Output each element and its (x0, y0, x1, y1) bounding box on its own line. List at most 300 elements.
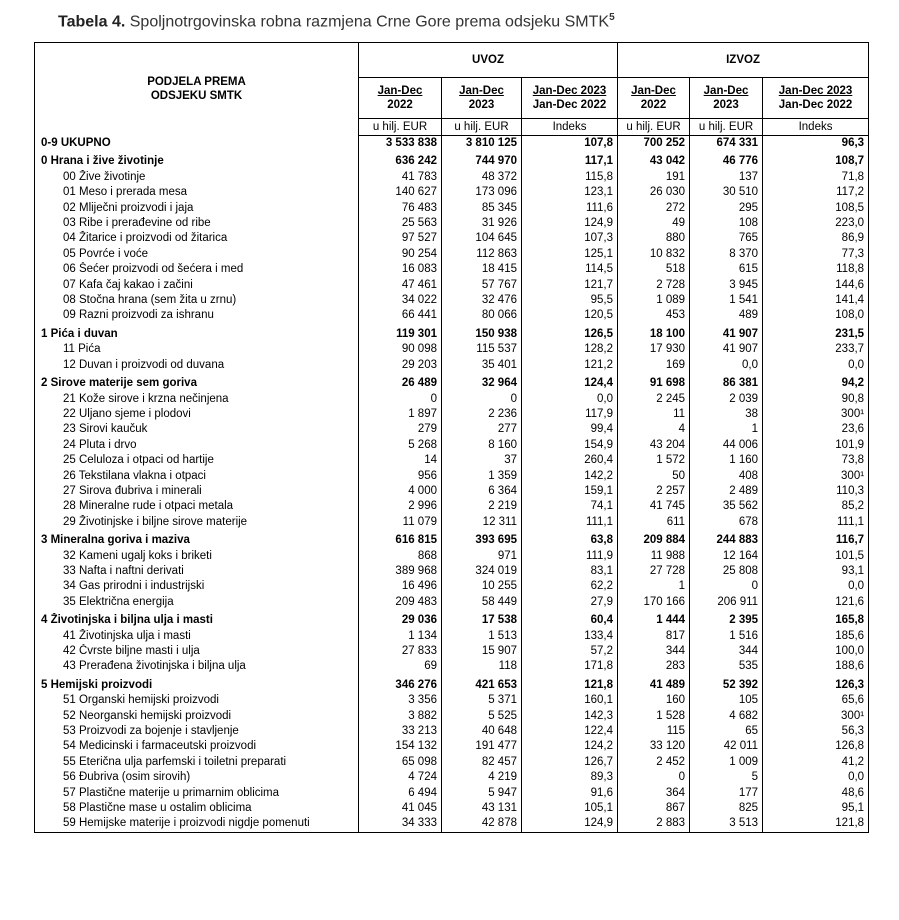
value-cell: 0,0 (522, 392, 618, 407)
value-cell: 121,6 (763, 595, 869, 610)
value-cell: 0,0 (763, 579, 869, 594)
value-cell: 117,1 (522, 154, 618, 169)
uvoz-col-2022 (359, 78, 442, 119)
row-label: 01 Meso i prerada mesa (35, 185, 359, 200)
value-cell: 44 006 (690, 438, 763, 453)
table-row (35, 629, 869, 644)
row-label: 08 Stočna hrana (sem žita u zrnu) (35, 293, 359, 308)
row-label: 3 Mineralna goriva i maziva (35, 533, 359, 548)
izvoz-col-index (763, 78, 869, 119)
value-cell: 3 513 (690, 816, 763, 832)
value-cell: 57,2 (522, 644, 618, 659)
value-cell: 122,4 (522, 724, 618, 739)
row-label: 24 Pluta i drvo (35, 438, 359, 453)
value-cell: 868 (359, 549, 442, 564)
table-row (35, 644, 869, 659)
value-cell: 124,9 (522, 216, 618, 231)
value-cell: 4 724 (359, 770, 442, 785)
value-cell: 971 (442, 549, 522, 564)
table-row (35, 185, 869, 200)
row-label: 41 Životinjska ulja i masti (35, 629, 359, 644)
row-label: 5 Hemijski proizvodi (35, 678, 359, 693)
value-cell: 678 (690, 515, 763, 530)
value-cell: 25 808 (690, 564, 763, 579)
value-cell: 71,8 (763, 170, 869, 185)
row-label: 1 Pića i duvan (35, 327, 359, 342)
value-cell: 10 255 (442, 579, 522, 594)
row-label: 2 Sirove materije sem goriva (35, 376, 359, 391)
value-cell: 1 089 (618, 293, 690, 308)
table-row (35, 422, 869, 437)
value-cell: 154 132 (359, 739, 442, 754)
value-cell: 124,2 (522, 739, 618, 754)
izvoz-col-2023-l2: 2023 (713, 99, 739, 111)
row-label: 42 Čvrste biljne masti i ulja (35, 644, 359, 659)
value-cell: 10 832 (618, 247, 690, 262)
value-cell: 74,1 (522, 499, 618, 514)
value-cell: 154,9 (522, 438, 618, 453)
uvoz-col-2023 (442, 78, 522, 119)
value-cell: 173 096 (442, 185, 522, 200)
value-cell: 3 810 125 (442, 136, 522, 152)
value-cell: 32 476 (442, 293, 522, 308)
row-label: 0 Hrana i žive životinje (35, 154, 359, 169)
value-cell: 817 (618, 629, 690, 644)
table-row (35, 579, 869, 594)
value-cell: 160,1 (522, 693, 618, 708)
row-label: 11 Pića (35, 342, 359, 357)
value-cell: 170 166 (618, 595, 690, 610)
table-row (35, 693, 869, 708)
value-cell: 104 645 (442, 231, 522, 246)
value-cell: 185,6 (763, 629, 869, 644)
value-cell: 100,0 (763, 644, 869, 659)
table-row (35, 358, 869, 373)
row-label-header-line1: PODJELA PREMA (147, 76, 246, 89)
izvoz-col-2022 (618, 78, 690, 119)
row-label: 56 Đubriva (osim sirovih) (35, 770, 359, 785)
value-cell: 110,3 (763, 484, 869, 499)
value-cell: 115,8 (522, 170, 618, 185)
value-cell: 42 878 (442, 816, 522, 832)
value-cell: 1 359 (442, 469, 522, 484)
value-cell: 121,7 (522, 278, 618, 293)
value-cell: 16 496 (359, 579, 442, 594)
table-row (35, 342, 869, 357)
value-cell: 29 036 (359, 613, 442, 628)
value-cell: 33 120 (618, 739, 690, 754)
value-cell: 50 (618, 469, 690, 484)
value-cell: 115 (618, 724, 690, 739)
value-cell: 101,9 (763, 438, 869, 453)
value-cell: 765 (690, 231, 763, 246)
row-label: 43 Prerađena životinjska i biljna ulja (35, 659, 359, 674)
value-cell: 956 (359, 469, 442, 484)
value-cell: 111,6 (522, 201, 618, 216)
value-cell: 34 022 (359, 293, 442, 308)
row-label: 33 Nafta i naftni derivati (35, 564, 359, 579)
value-cell: 169 (618, 358, 690, 373)
value-cell: 6 364 (442, 484, 522, 499)
izvoz-col-2023-l1: Jan-Dec (703, 85, 749, 97)
value-cell: 97 527 (359, 231, 442, 246)
value-cell: 117,9 (522, 407, 618, 422)
value-cell: 0 (442, 392, 522, 407)
value-cell: 17 538 (442, 613, 522, 628)
row-label: 54 Medicinski i farmaceutski proizvodi (35, 739, 359, 754)
value-cell: 41 045 (359, 801, 442, 816)
value-cell: 118 (442, 659, 522, 674)
value-cell: 344 (618, 644, 690, 659)
value-cell: 421 653 (442, 678, 522, 693)
value-cell: 616 815 (359, 533, 442, 548)
value-cell: 2 236 (442, 407, 522, 422)
table-row (35, 499, 869, 514)
total-row (35, 136, 869, 152)
table-row (35, 231, 869, 246)
value-cell: 5 (690, 770, 763, 785)
value-cell: 1 444 (618, 613, 690, 628)
value-cell: 41 489 (618, 678, 690, 693)
value-cell: 137 (690, 170, 763, 185)
value-cell: 58 449 (442, 595, 522, 610)
value-cell: 38 (690, 407, 763, 422)
value-cell: 124,9 (522, 816, 618, 832)
value-cell: 124,4 (522, 376, 618, 391)
table-row (35, 724, 869, 739)
value-cell: 56,3 (763, 724, 869, 739)
row-label: 05 Povrće i voće (35, 247, 359, 262)
value-cell: 2 257 (618, 484, 690, 499)
value-cell: 108,5 (763, 201, 869, 216)
value-cell: 206 911 (690, 595, 763, 610)
value-cell: 108,0 (763, 308, 869, 323)
value-cell: 41 907 (690, 342, 763, 357)
value-cell: 300¹ (763, 709, 869, 724)
row-label: 07 Kafa čaj kakao i začini (35, 278, 359, 293)
value-cell: 37 (442, 453, 522, 468)
table-title-footnote: 5 (609, 12, 615, 23)
row-label: 29 Životinjske i biljne sirove materije (35, 515, 359, 530)
value-cell: 93,1 (763, 564, 869, 579)
row-label: 27 Sirova đubriva i minerali (35, 484, 359, 499)
value-cell: 0 (618, 770, 690, 785)
value-cell: 453 (618, 308, 690, 323)
value-cell: 1 (618, 579, 690, 594)
value-cell: 14 (359, 453, 442, 468)
value-cell: 126,8 (763, 739, 869, 754)
value-cell: 41 907 (690, 327, 763, 342)
row-label: 35 Električna energija (35, 595, 359, 610)
value-cell: 209 483 (359, 595, 442, 610)
value-cell: 35 401 (442, 358, 522, 373)
value-cell: 91 698 (618, 376, 690, 391)
value-cell: 31 926 (442, 216, 522, 231)
value-cell: 5 268 (359, 438, 442, 453)
value-cell: 125,1 (522, 247, 618, 262)
value-cell: 300¹ (763, 407, 869, 422)
value-cell: 150 938 (442, 327, 522, 342)
value-cell: 160 (618, 693, 690, 708)
value-cell: 324 019 (442, 564, 522, 579)
value-cell: 25 563 (359, 216, 442, 231)
value-cell: 188,6 (763, 659, 869, 674)
row-label: 03 Ribe i prerađevine od ribe (35, 216, 359, 231)
value-cell: 223,0 (763, 216, 869, 231)
value-cell: 5 947 (442, 786, 522, 801)
value-cell: 2 996 (359, 499, 442, 514)
value-cell: 11 988 (618, 549, 690, 564)
header-row-sections (35, 43, 869, 78)
table-row (35, 392, 869, 407)
table-row (35, 709, 869, 724)
value-cell: 118,8 (763, 262, 869, 277)
row-label: 23 Sirovi kaučuk (35, 422, 359, 437)
value-cell: 867 (618, 801, 690, 816)
row-label: 21 Kože sirove i krzna nečinjena (35, 392, 359, 407)
value-cell: 140 627 (359, 185, 442, 200)
value-cell: 393 695 (442, 533, 522, 548)
value-cell: 346 276 (359, 678, 442, 693)
row-label: 06 Šećer proizvodi od šećera i med (35, 262, 359, 277)
unit-cell: u hilj. EUR (359, 119, 442, 136)
trade-table (34, 42, 869, 833)
value-cell: 82 457 (442, 755, 522, 770)
uvoz-col-2023-l1: Jan-Dec (459, 85, 504, 97)
row-label: 04 Žitarice i proizvodi od žitarica (35, 231, 359, 246)
value-cell: 12 311 (442, 515, 522, 530)
table-row (35, 770, 869, 785)
value-cell: 2 039 (690, 392, 763, 407)
table-row (35, 170, 869, 185)
value-cell: 117,2 (763, 185, 869, 200)
table-row (35, 469, 869, 484)
value-cell: 107,3 (522, 231, 618, 246)
value-cell: 43 204 (618, 438, 690, 453)
value-cell: 69 (359, 659, 442, 674)
value-cell: 1 134 (359, 629, 442, 644)
value-cell: 0,0 (690, 358, 763, 373)
value-cell: 112 863 (442, 247, 522, 262)
value-cell: 18 100 (618, 327, 690, 342)
value-cell: 408 (690, 469, 763, 484)
value-cell: 85,2 (763, 499, 869, 514)
table-row (35, 407, 869, 422)
row-label-header (35, 43, 359, 136)
izvoz-col-2023 (690, 78, 763, 119)
row-label: 53 Proizvodi za bojenje i stavljenje (35, 724, 359, 739)
row-label: 28 Mineralne rude i otpaci metala (35, 499, 359, 514)
value-cell: 26 489 (359, 376, 442, 391)
value-cell: 40 648 (442, 724, 522, 739)
value-cell: 42 011 (690, 739, 763, 754)
table-body (35, 136, 869, 833)
row-label: 02 Mliječni proizvodi i jaja (35, 201, 359, 216)
value-cell: 636 242 (359, 154, 442, 169)
value-cell: 283 (618, 659, 690, 674)
value-cell: 108,7 (763, 154, 869, 169)
value-cell: 41,2 (763, 755, 869, 770)
value-cell: 49 (618, 216, 690, 231)
value-cell: 91,6 (522, 786, 618, 801)
value-cell: 142,3 (522, 709, 618, 724)
value-cell: 119 301 (359, 327, 442, 342)
value-cell: 107,8 (522, 136, 618, 152)
table-row (35, 247, 869, 262)
value-cell: 4 (618, 422, 690, 437)
value-cell: 344 (690, 644, 763, 659)
uvoz-col-2022-l1: Jan-Dec (377, 85, 423, 97)
value-cell: 3 356 (359, 693, 442, 708)
table-title-prefix: Tabela 4. (58, 13, 126, 31)
value-cell: 90 254 (359, 247, 442, 262)
table-title-text: Spoljnotrgovinska robna razmjena Crne Gore prema odsjeku SMTK (125, 13, 610, 31)
value-cell: 94,2 (763, 376, 869, 391)
value-cell: 133,4 (522, 629, 618, 644)
value-cell: 744 970 (442, 154, 522, 169)
table-row (35, 216, 869, 231)
value-cell: 108 (690, 216, 763, 231)
value-cell: 48,6 (763, 786, 869, 801)
value-cell: 5 371 (442, 693, 522, 708)
row-label: 25 Celuloza i otpaci od hartije (35, 453, 359, 468)
value-cell: 615 (690, 262, 763, 277)
value-cell: 121,8 (522, 678, 618, 693)
value-cell: 2 452 (618, 755, 690, 770)
value-cell: 35 562 (690, 499, 763, 514)
row-label: 4 Životinjska i biljna ulja i masti (35, 613, 359, 628)
table-row (35, 438, 869, 453)
value-cell: 101,5 (763, 549, 869, 564)
value-cell: 115 537 (442, 342, 522, 357)
value-cell: 105 (690, 693, 763, 708)
value-cell: 33 213 (359, 724, 442, 739)
value-cell: 90,8 (763, 392, 869, 407)
value-cell: 65,6 (763, 693, 869, 708)
value-cell: 83,1 (522, 564, 618, 579)
value-cell: 86 381 (690, 376, 763, 391)
value-cell: 111,1 (763, 515, 869, 530)
table-row (35, 549, 869, 564)
value-cell: 32 964 (442, 376, 522, 391)
value-cell: 77,3 (763, 247, 869, 262)
value-cell: 674 331 (690, 136, 763, 152)
section-row (35, 678, 869, 693)
value-cell: 123,1 (522, 185, 618, 200)
value-cell: 279 (359, 422, 442, 437)
izvoz-col-2022-l1: Jan-Dec (631, 85, 676, 97)
value-cell: 244 883 (690, 533, 763, 548)
unit-cell: u hilj. EUR (442, 119, 522, 136)
value-cell: 300¹ (763, 469, 869, 484)
table-row (35, 484, 869, 499)
uvoz-col-2023-l2: 2023 (468, 99, 495, 111)
section-row (35, 327, 869, 342)
uvoz-col-index-l2: Jan-Dec 2022 (532, 99, 607, 111)
table-row (35, 564, 869, 579)
value-cell: 80 066 (442, 308, 522, 323)
value-cell: 1 897 (359, 407, 442, 422)
table-row (35, 739, 869, 754)
table-row (35, 293, 869, 308)
value-cell: 111,1 (522, 515, 618, 530)
value-cell: 1 160 (690, 453, 763, 468)
uvoz-col-2022-l2: 2022 (387, 99, 413, 111)
value-cell: 1 572 (618, 453, 690, 468)
unit-cell: Indeks (522, 119, 618, 136)
value-cell: 2 245 (618, 392, 690, 407)
value-cell: 8 370 (690, 247, 763, 262)
value-cell: 0,0 (763, 358, 869, 373)
value-cell: 3 533 838 (359, 136, 442, 152)
value-cell: 128,2 (522, 342, 618, 357)
table-row (35, 595, 869, 610)
value-cell: 43 042 (618, 154, 690, 169)
value-cell: 2 728 (618, 278, 690, 293)
value-cell: 116,7 (763, 533, 869, 548)
table-row (35, 659, 869, 674)
value-cell: 518 (618, 262, 690, 277)
value-cell: 85 345 (442, 201, 522, 216)
value-cell: 43 131 (442, 801, 522, 816)
value-cell: 73,8 (763, 453, 869, 468)
value-cell: 277 (442, 422, 522, 437)
value-cell: 95,5 (522, 293, 618, 308)
value-cell: 364 (618, 786, 690, 801)
uvoz-header: UVOZ (359, 43, 618, 78)
value-cell: 23,6 (763, 422, 869, 437)
row-label: 00 Žive životinje (35, 170, 359, 185)
row-label: 32 Kameni ugalj koks i briketi (35, 549, 359, 564)
value-cell: 114,5 (522, 262, 618, 277)
value-cell: 34 333 (359, 816, 442, 832)
row-label: 58 Plastične mase u ostalim oblicima (35, 801, 359, 816)
value-cell: 2 489 (690, 484, 763, 499)
value-cell: 48 372 (442, 170, 522, 185)
table-row (35, 453, 869, 468)
value-cell: 62,2 (522, 579, 618, 594)
section-row (35, 154, 869, 169)
row-label: 57 Plastične materije u primarnim oblicima (35, 786, 359, 801)
value-cell: 165,8 (763, 613, 869, 628)
value-cell: 46 776 (690, 154, 763, 169)
value-cell: 142,2 (522, 469, 618, 484)
value-cell: 171,8 (522, 659, 618, 674)
row-label-header-line2: ODSJEKU SMTK (150, 90, 243, 103)
value-cell: 233,7 (763, 342, 869, 357)
value-cell: 95,1 (763, 801, 869, 816)
value-cell: 41 783 (359, 170, 442, 185)
value-cell: 47 461 (359, 278, 442, 293)
value-cell: 57 767 (442, 278, 522, 293)
section-row (35, 376, 869, 391)
value-cell: 260,4 (522, 453, 618, 468)
value-cell: 86,9 (763, 231, 869, 246)
value-cell: 177 (690, 786, 763, 801)
value-cell: 1 (690, 422, 763, 437)
value-cell: 1 009 (690, 755, 763, 770)
value-cell: 144,6 (763, 278, 869, 293)
value-cell: 4 682 (690, 709, 763, 724)
value-cell: 5 525 (442, 709, 522, 724)
value-cell: 272 (618, 201, 690, 216)
value-cell: 121,8 (763, 816, 869, 832)
value-cell: 231,5 (763, 327, 869, 342)
value-cell: 27 728 (618, 564, 690, 579)
value-cell: 120,5 (522, 308, 618, 323)
value-cell: 126,3 (763, 678, 869, 693)
table-row (35, 278, 869, 293)
